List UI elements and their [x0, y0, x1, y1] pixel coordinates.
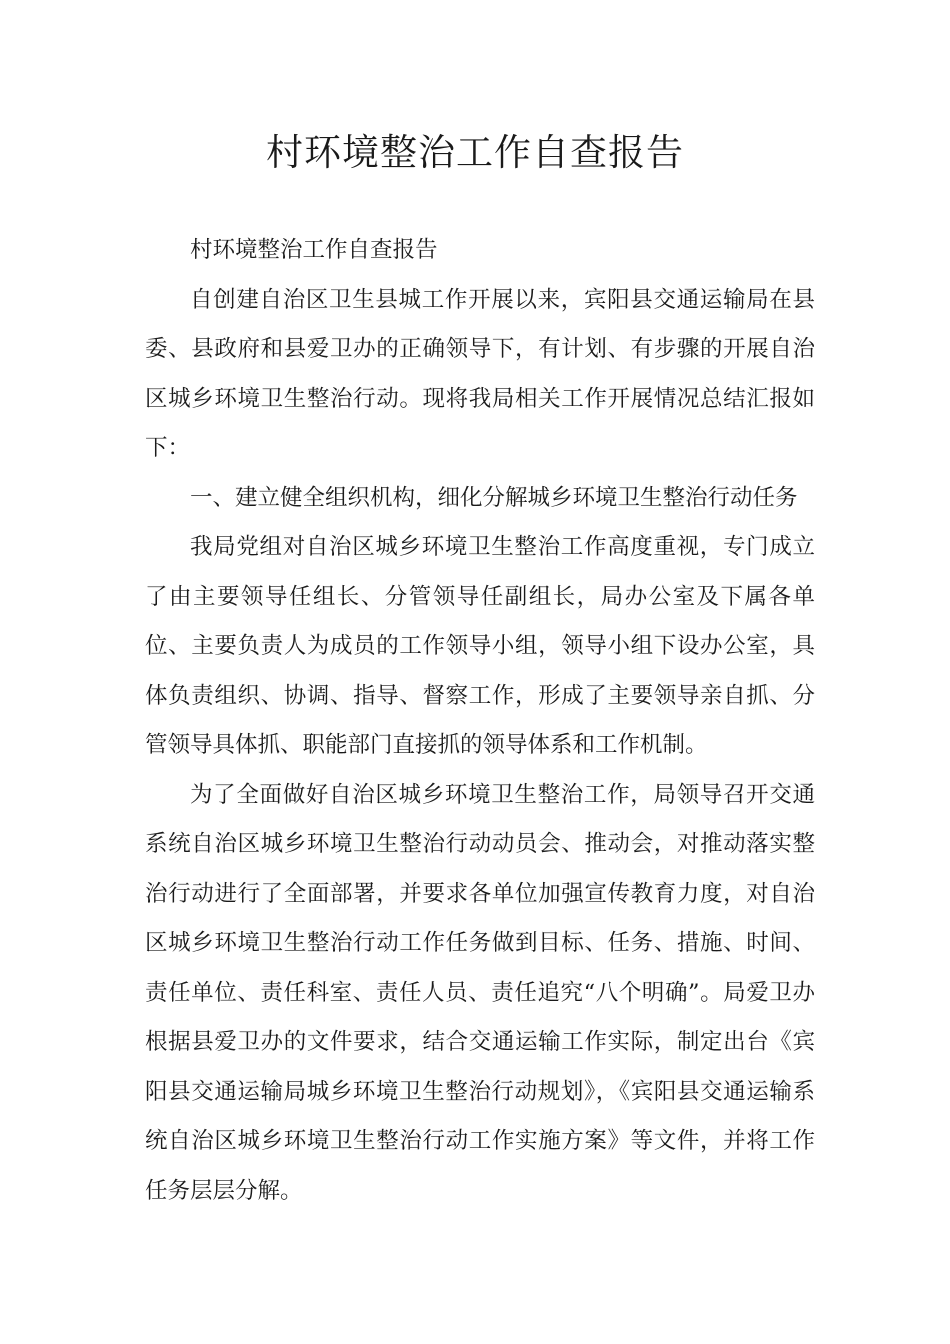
section-heading-1: 一、建立健全组织机构，细化分解城乡环境卫生整治行动任务 — [190, 484, 798, 511]
document-body — [145, 226, 815, 1216]
paragraph-subtitle: 村环境整治工作自查报告 — [190, 237, 438, 263]
document-title: 村环境整治工作自查报告 — [266, 131, 684, 174]
paragraph-deployment: 为了全面做好自治区城乡环境卫生整治工作，局领导召开交通系统自治区城乡环境卫生整治行动动员会、推动会，对推动落实整治行动进行了全面部署，并要求各单位加强宣传教育力度，对自治区城乡环境卫生整治行动工作任务做到目标、任务、措施、时间、责任单位、责任科室、责任人员、责任追究“八个明确”。局爱卫办根据县爱卫办的文件要求，结合交通运输工作实际，制定出台《宾阳县交通运输局城乡环境卫生整治行动规划》，《宾阳县交通运输系统自治区城乡环境卫生整治行动工作实施方案》等文件，并将工作任务层层分解。 — [145, 781, 815, 1204]
paragraph-organization: 我局党组对自治区城乡环境卫生整治工作高度重视，专门成立了由主要领导任组长、分管领导任副组长，局办公室及下属各单位、主要负责人为成员的工作领导小组，领导小组下设办公室，具体负责组织、协调、指导、督察工作，形成了主要领导亲自抓、分管领导具体抓、职能部门直接抓的领导体系和工作机制。 — [145, 534, 815, 758]
paragraph-intro: 自创建自治区卫生县城工作开展以来，宾阳县交通运输局在县委、县政府和县爱卫办的正确领导下，有计划、有步骤的开展自治区城乡环境卫生整治行动。现将我局相关工作开展情况总结汇报如下： — [145, 286, 815, 461]
